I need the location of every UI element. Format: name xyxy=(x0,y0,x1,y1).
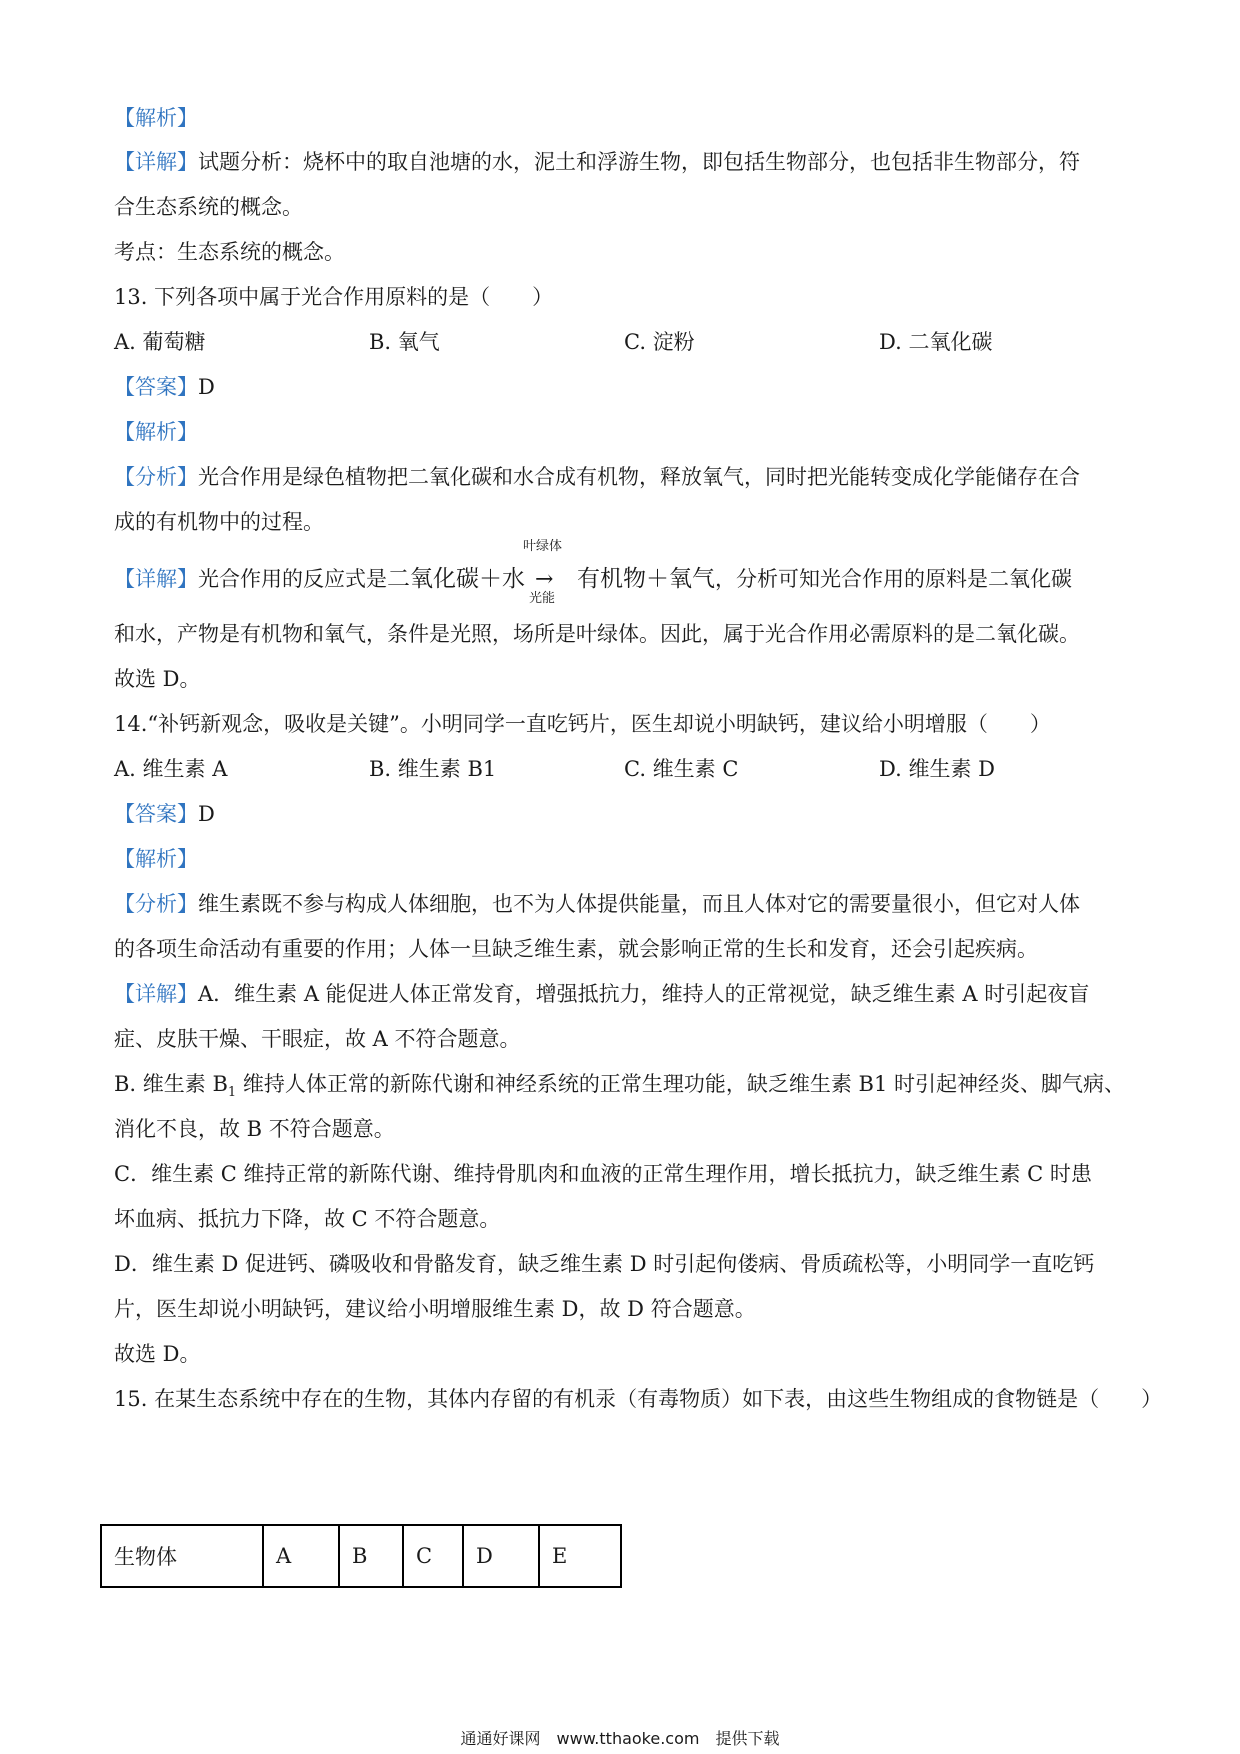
q14-option-c-analysis: C．维生素 C 维持正常的新陈代谢、维持骨肌肉和血液的正常生理作用，增长抵抗力，缺乏维生素 C 时患 xyxy=(114,1162,1092,1186)
table-cell: B xyxy=(339,1525,403,1587)
question-14: 14.“补钙新观念，吸收是关键”。小明同学一直吃钙片，医生却说小明缺钙，建议给小明增服（ ） xyxy=(114,712,1051,736)
q14-fenxi-2: 的各项生命活动有重要的作用；人体一旦缺乏维生素，就会影响正常的生长和发育，还会引起疾病。 xyxy=(114,937,1038,961)
question-13: 13. 下列各项中属于光合作用原料的是（ ） xyxy=(114,285,554,309)
table-cell: E xyxy=(539,1525,621,1587)
q13-option-b: B. 氧气 xyxy=(369,330,440,354)
q14-option-a: A. 维生素 A xyxy=(114,757,228,781)
q13-fenxi-2: 成的有机物中的过程。 xyxy=(114,510,324,534)
kaodian-line: 考点：生态系统的概念。 xyxy=(114,240,345,264)
q14-guxuan: 故选 D。 xyxy=(114,1342,201,1366)
q13-answer: 【答案】D xyxy=(114,375,215,399)
table-cell: A xyxy=(263,1525,339,1587)
q13-jiexi-tag: 【解析】 xyxy=(114,420,198,444)
table-cell: D xyxy=(463,1525,539,1587)
footer-watermark: 通通好课网 www.tthaoke.com 提供下载 xyxy=(460,1729,780,1748)
q13-xiangjie: 【详解】光合作用的反应式是二氧化碳＋水 叶绿体 → 光能 有机物＋氧气，分析可知光合作用的原料是二氧化碳 xyxy=(114,539,1072,606)
xiangjie-line: 【详解】试题分析：烧杯中的取自池塘的水，泥土和浮游生物，即包括生物部分，也包括非生物部分，符 xyxy=(114,150,1080,174)
q14-answer: 【答案】D xyxy=(114,802,215,826)
q13-option-c: C. 淀粉 xyxy=(624,330,695,354)
q13-guxuan: 故选 D。 xyxy=(114,667,201,691)
q13-option-a: A. 葡萄糖 xyxy=(114,330,206,354)
q14-option-c: C. 维生素 C xyxy=(624,757,739,781)
q14-option-d-analysis-2: 片，医生却说小明缺钙，建议给小明增服维生素 D，故 D 符合题意。 xyxy=(114,1297,756,1321)
table-cell: C xyxy=(403,1525,463,1587)
q14-xiangjie-a: 【详解】A．维生素 A 能促进人体正常发育，增强抵抗力，维持人的正常视觉，缺乏维生素 A 时引起夜盲 xyxy=(114,982,1090,1006)
q14-fenxi: 【分析】维生素既不参与构成人体细胞，也不为人体提供能量，而且人体对它的需要量很小，但它对人体 xyxy=(114,892,1080,916)
q13-xiangjie-2: 和水，产物是有机物和氧气，条件是光照，场所是叶绿体。因此，属于光合作用必需原料的是二氧化碳。 xyxy=(114,622,1080,646)
q14-option-b: B. 维生素 B1 xyxy=(369,757,497,781)
q14-option-c-analysis-2: 坏血病、抵抗力下降，故 C 不符合题意。 xyxy=(114,1207,501,1231)
q14-xiangjie-a2: 症、皮肤干燥、干眼症，故 A 不符合题意。 xyxy=(114,1027,521,1051)
text-line: 合生态系统的概念。 xyxy=(114,195,303,219)
q14-option-b-analysis-2: 消化不良，故 B 不符合题意。 xyxy=(114,1117,395,1141)
q14-jiexi-tag: 【解析】 xyxy=(114,847,198,871)
q14-option-d: D. 维生素 D xyxy=(879,757,995,781)
q14-option-b-analysis: B. 维生素 $B_1$ 维持人体正常的新陈代谢和神经系统的正常生理功能，缺乏维生素 B1 时引起神经炎、脚气病、 xyxy=(114,1072,1125,1101)
table-header-cell: 生物体 xyxy=(101,1525,263,1587)
question-15: 15. 在某生态系统中存在的生物，其体内存留的有机汞（有毒物质）如下表，由这些生物组成的食物链是（ ） xyxy=(114,1387,1163,1411)
organism-table xyxy=(100,1524,622,1588)
reaction-arrow: 叶绿体 → 光能 xyxy=(523,539,563,606)
table-row xyxy=(101,1525,621,1587)
jiexi-tag-1: 【解析】 xyxy=(114,106,198,130)
q14-option-d-analysis: D．维生素 D 促进钙、磷吸收和骨骼发育，缺乏维生素 D 时引起佝偻病、骨质疏松等，小明同学一直吃钙 xyxy=(114,1252,1095,1276)
q13-fenxi: 【分析】光合作用是绿色植物把二氧化碳和水合成有机物，释放氧气，同时把光能转变成化学能储存在合 xyxy=(114,465,1080,489)
reaction-formula: 二氧化碳＋水 叶绿体 → 光能 有机物＋氧气 xyxy=(387,539,715,606)
q13-option-d: D. 二氧化碳 xyxy=(879,330,993,354)
